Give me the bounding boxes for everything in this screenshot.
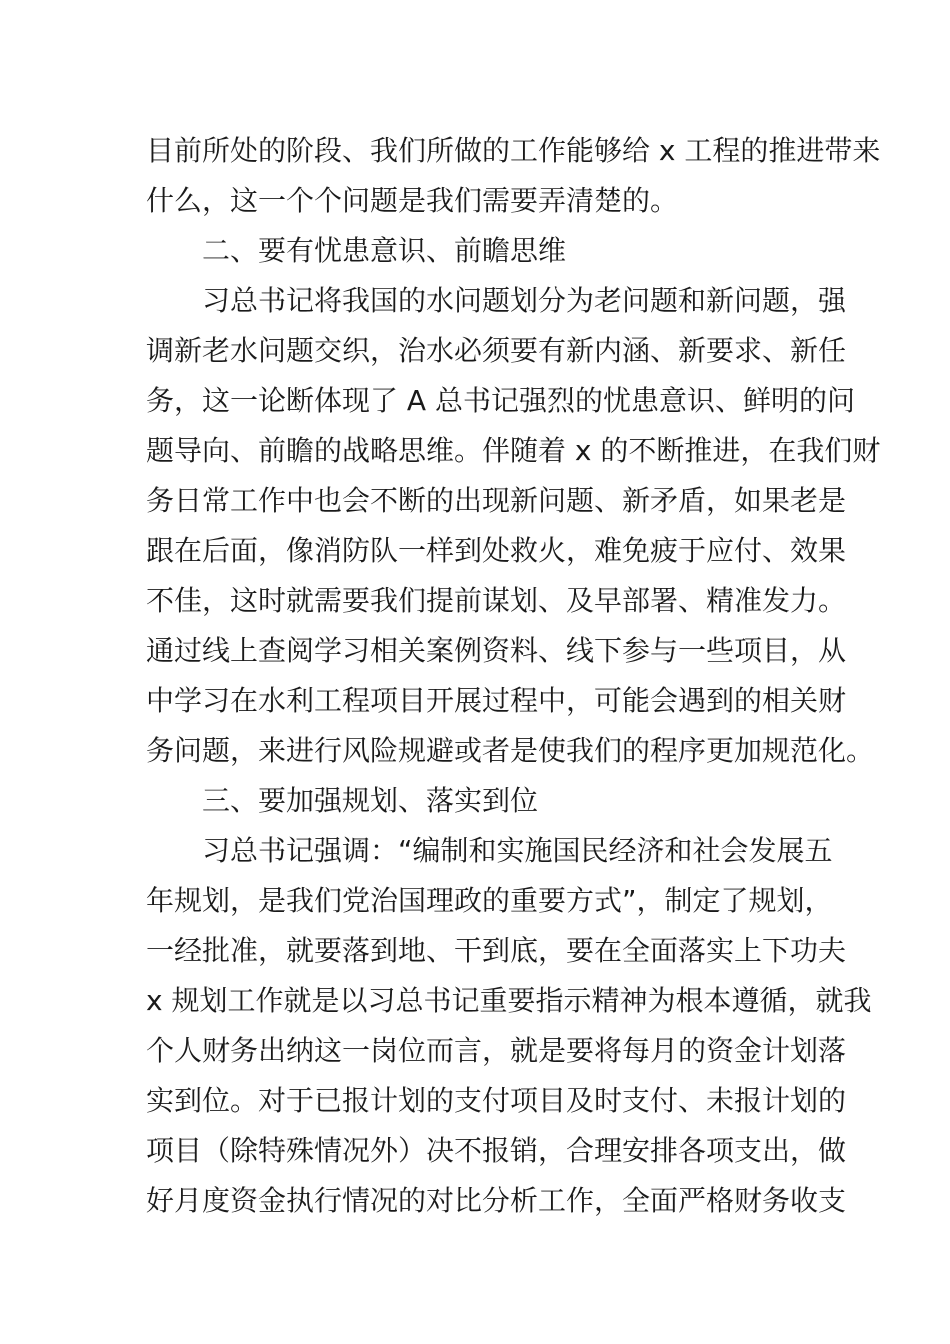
text-line: 习总书记将我国的水问题划分为老问题和新问题，强 — [202, 284, 847, 317]
text-line: 好月度资金执行情况的对比分析工作，全面严格财务收支 — [146, 1184, 847, 1217]
text-line: 项目（除特殊情况外）决不报销，合理安排各项支出，做 — [146, 1134, 847, 1167]
text-line: 题导向、前瞻的战略思维。伴随着 x 的不断推进，在我们财 — [146, 434, 881, 467]
text-line: 调新老水问题交织，治水必须要有新内涵、新要求、新任 — [146, 334, 847, 367]
text-line: 通过线上查阅学习相关案例资料、线下参与一些项目，从 — [146, 634, 847, 667]
text-line: 不佳，这时就需要我们提前谋划、及早部署、精准发力。 — [146, 584, 847, 617]
text-line: 务日常工作中也会不断的出现新问题、新矛盾，如果老是 — [146, 484, 847, 517]
text-line: 中学习在水利工程项目开展过程中，可能会遇到的相关财 — [146, 684, 847, 717]
text-line: 目前所处的阶段、我们所做的工作能够给 x 工程的推进带来 — [146, 134, 881, 167]
text-line: 实到位。对于已报计划的支付项目及时支付、未报计划的 — [146, 1084, 847, 1117]
text-line: 一经批准，就要落到地、干到底，要在全面落实上下功夫 — [146, 934, 847, 967]
section-heading: 三、要加强规划、落实到位 — [202, 784, 539, 817]
text-line: 什么，这一个个问题是我们需要弄清楚的。 — [146, 184, 679, 217]
text-line: 年规划，是我们党治国理政的重要方式”，制定了规划， — [146, 884, 833, 917]
text-line: 务问题，来进行风险规避或者是使我们的程序更加规范化。 — [146, 734, 875, 767]
text-line: x 规划工作就是以习总书记重要指示精神为根本遵循，就我 — [146, 984, 872, 1017]
text-line: 跟在后面，像消防队一样到处救火，难免疲于应付、效果 — [146, 534, 847, 567]
text-line: 务，这一论断体现了 A 总书记强烈的忧患意识、鲜明的问 — [146, 384, 855, 417]
text-line: 习总书记强调：“编制和实施国民经济和社会发展五 — [202, 834, 833, 867]
text-line: 个人财务出纳这一岗位而言，就是要将每月的资金计划落 — [146, 1034, 847, 1067]
section-heading: 二、要有忧患意识、前瞻思维 — [202, 234, 567, 267]
